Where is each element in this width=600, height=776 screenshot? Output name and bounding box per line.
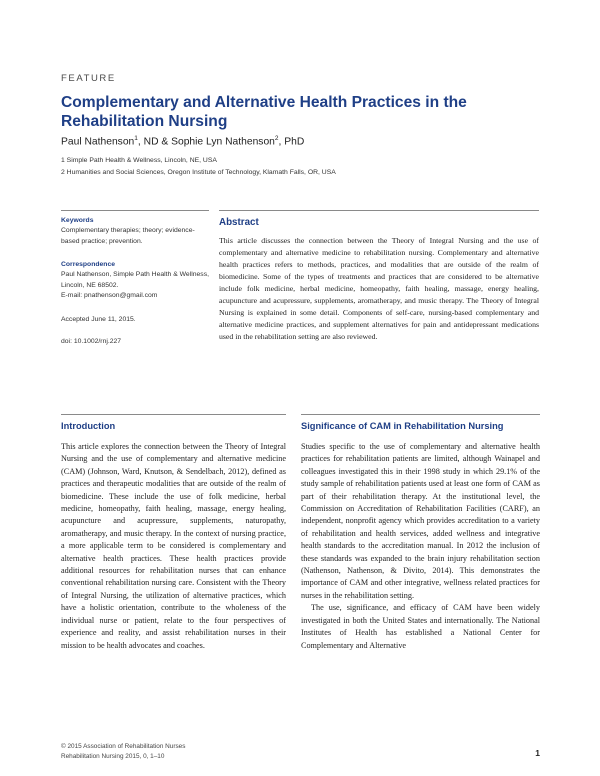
- significance-heading: Significance of CAM in Rehabilitation Nursing: [301, 421, 504, 431]
- author-line: [61, 135, 304, 147]
- author-name: Paul Nathenson: [61, 136, 135, 148]
- affiliation-2: 2 Humanities and Social Sciences, Oregon Institute of Technology, Klamath Falls, OR, USA: [61, 169, 336, 176]
- doi-link[interactable]: doi: 10.1002/rnj.227: [61, 338, 122, 345]
- footer: [61, 742, 185, 761]
- article-title: Complementary and Alternative Health Practices in the Rehabilitation Nursing: [61, 94, 467, 130]
- author-affiliation-mark: 1: [134, 135, 138, 142]
- author-degree: , ND &: [137, 136, 172, 148]
- significance-body: [301, 441, 540, 652]
- intro-heading: Introduction: [61, 421, 116, 431]
- intro-body: [61, 441, 286, 652]
- correspondence-email[interactable]: E-mail: pnathenson@gmail.com: [61, 292, 158, 300]
- page-number: 1: [535, 748, 540, 758]
- abstract-heading: Abstract: [219, 217, 259, 228]
- affiliation-1: 1 Simple Path Health & Wellness, Lincoln, NE, USA: [61, 157, 217, 164]
- intro-rule: [61, 414, 286, 415]
- abstract-text: This article discusses the connection between the Theory of Integral Nursing and the use of complementary and alternative medicine to rehabilitation nursing. Complementary and alternative health practices refers to methods, practices, and modalities that are outside of the realm of biomedicine. Some of the types of treatments and practices that are considered to be alternative include folk medicine, herbal medicine, homeopathy, faith healing, massage, energy healing, acupuncture and acupressure, supplements, aromatherapy, and music therapy. The Theory of Integral Nursing is explained in some detail. Components of self-care, nursing-based complementary and alternative medicine practices, and supplement alternatives for pain and antidepressant medications used in the rehabilitation setting are also reviewed.: [219, 236, 539, 341]
- author-name: Sophie Lyn Nathenson: [171, 136, 275, 148]
- sidebar-rule: [61, 210, 209, 211]
- section-kicker: FEATURE: [61, 73, 116, 84]
- accepted-date: Accepted June 11, 2015.: [61, 316, 136, 323]
- significance-paragraph: The use, significance, and efficacy of CAM have been widely investigated in both the United States and internationally. The National Institutes of Health has established a National Center for Complementary and Alternative: [301, 603, 540, 650]
- footer-copyright: © 2015 Association of Rehabilitation Nurses: [61, 743, 186, 750]
- intro-paragraph: This article explores the connection between the Theory of Integral Nursing and the use of complementary and alternative medicine (CAM) (Johnson, Ward, Knutson, & Sendelbach, 2012), defined as practices and therapeutic modalities that are outside of the realm of biomedicine. These include the use of folk medicine, herbal medicine, homeopathy, faith healing, massage, energy healing, acupuncture and acupressure, supplements, naturopathy, aromatherapy, and music therapy. In the context of nursing practice, a more applicable term to be considered is complementary and alternative health practices. These health practices provide additional resources for rehabilitation nurses that can enhance conventional rehabilitation nursing care. Consistent with the Theory of Integral Nursing, the utilization of alternative practices, which have a holistic orientation, contribute to the wholeness of the individual nurse or patient, relate to the four perspectives of experience and reality, and assist rehabilitation nurses in their mission to be health advocates and coaches.: [61, 442, 286, 650]
- keywords-text: Complementary therapies; theory; evidence-based practice; prevention.: [61, 227, 195, 245]
- author-affiliation-mark: 2: [274, 135, 279, 142]
- abstract-rule: [219, 210, 539, 211]
- significance-paragraph: Studies specific to the use of complementary and alternative health practices for rehabilitation patients are limited, although Wainapel and colleagues investigated this in their 1998 study in which 29.1% of the study sample of rehabilitation patients used at least one form of CAM as part of their rehabilitation therapy. At the institutional level, the Commission on Accreditation of Rehabilitation Facilities (CARF), an independent, nonprofit agency which provides accreditation to a variety of rehabilitation and health services, added wellness and integrative health standards to the accreditation manual. In 2012 the inclusion of these standards was expanded to the brain injury rehabilitation section (Nathenson, Nathenson, & Divito, 2014). This demonstrates the importance of CAM and other integrative, wellness related practices for nurses in the rehabilitation setting.: [301, 442, 540, 600]
- footer-citation: Rehabilitation Nursing 2015, 0, 1–10: [61, 752, 165, 760]
- keywords-label: Keywords: [61, 217, 94, 224]
- author-degree: , PhD: [278, 136, 305, 148]
- significance-rule: [301, 414, 540, 415]
- correspondence-label: Correspondence: [61, 261, 116, 268]
- keywords-block: [61, 216, 209, 247]
- correspondence-address: Paul Nathenson, Simple Path Health & Wellness, Lincoln, NE 68502.: [61, 271, 209, 289]
- correspondence-block: [61, 260, 209, 302]
